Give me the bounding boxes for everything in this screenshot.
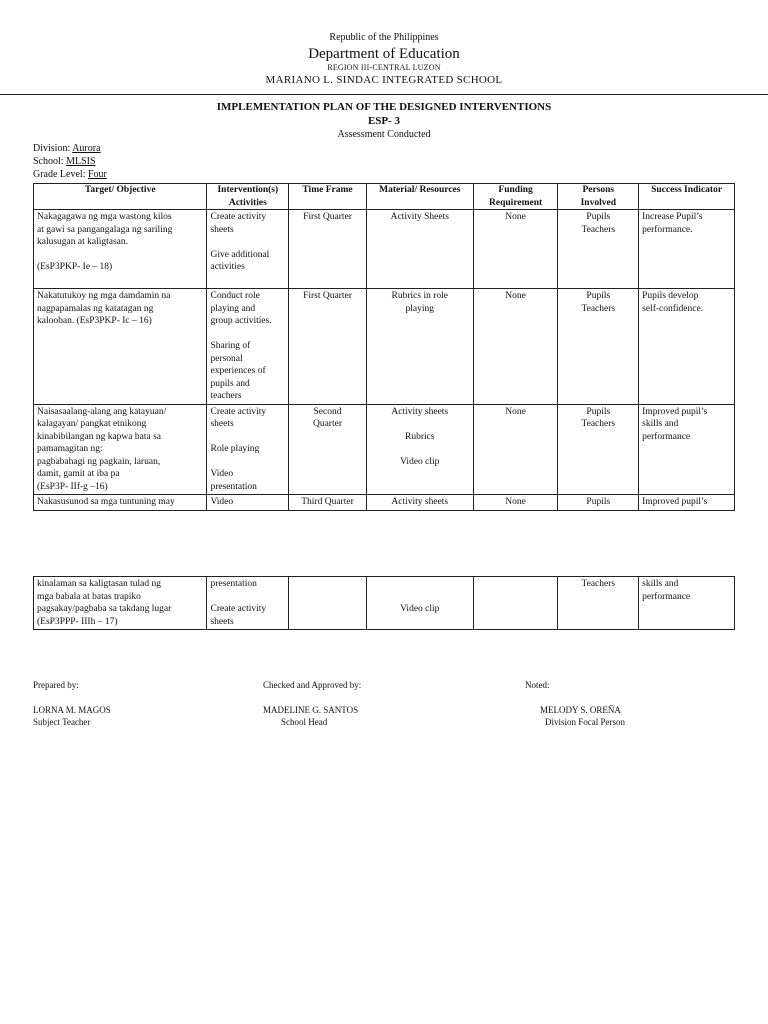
blank-line: [210, 236, 285, 249]
noted-by-name: MELODY S. OREÑA: [540, 705, 621, 715]
header-school: MARIANO L. SINDAC INTEGRATED SCHOOL: [265, 74, 503, 86]
blank-line: [370, 418, 470, 431]
cell-text-line: playing: [405, 303, 435, 314]
cell-text-line: Activity sheets: [391, 497, 449, 507]
cell-persons: [558, 404, 639, 495]
cell-text-line: Second: [313, 406, 342, 417]
approved-by-label: Checked and Approved by:: [263, 680, 362, 690]
cell-text-line: Teachers: [581, 303, 616, 314]
cell-time-frame: [289, 210, 367, 289]
cell-persons: [558, 495, 639, 511]
table-row: [34, 495, 735, 511]
cell-text-line: Nakatutukoy ng mga damdamin na: [37, 291, 171, 301]
cell-text-line: Funding: [498, 185, 533, 195]
cell-text-line: playing and: [210, 303, 256, 314]
cell-objective: [34, 577, 207, 630]
cell-success-indicator: [639, 577, 735, 630]
cell-text-line: (EsP3PKP- Ie – 18): [37, 262, 113, 272]
cell-text-line: Improved pupil’s: [642, 406, 708, 417]
blank-line: [370, 578, 470, 591]
cell-materials: [366, 210, 473, 289]
cell-text-line: nagpapamalas ng katatagan ng: [37, 303, 154, 314]
cell-text-line: kinalaman sa kaligtasan tulad ng: [37, 579, 161, 589]
prepared-by-name: LORNA M. MAGOS: [33, 705, 111, 715]
cell-text-line: kalusugan at kaligtasan.: [37, 237, 129, 247]
cell-text-line: Pupils: [586, 406, 611, 417]
intervention-plan-table: [33, 183, 735, 511]
approved-by-title: School Head: [281, 717, 328, 727]
blank-line: [370, 443, 470, 456]
cell-interventions: [207, 289, 289, 405]
cell-success-indicator: [639, 210, 735, 289]
cell-success-indicator: [639, 289, 735, 405]
cell-text-line: sheets: [210, 224, 234, 235]
cell-text-line: performance: [642, 431, 691, 442]
cell-text-line: Role playing: [210, 444, 260, 454]
cell-objective: [34, 495, 207, 511]
cell-text-line: First Quarter: [303, 212, 352, 222]
cell-persons: [558, 577, 639, 630]
cell-text-line: kalagayan/ pangkat etnikong: [37, 419, 147, 429]
school-field: [33, 157, 96, 167]
cell-text-line: None: [505, 212, 526, 222]
cell-text-line: at gawi sa pangangalaga ng sariling: [37, 224, 173, 235]
prepared-by-label: Prepared by:: [33, 680, 79, 690]
cell-text-line: presentation: [210, 579, 257, 589]
header-time-frame: [289, 184, 367, 210]
cell-text-line: Activity sheets: [391, 406, 449, 417]
cell-text-line: Increase Pupil’s: [642, 212, 703, 222]
cell-text-line: self-confidence.: [642, 303, 704, 314]
prepared-by-title: Subject Teacher: [33, 717, 91, 727]
cell-text-line: None: [505, 406, 526, 417]
cell-materials: [366, 404, 473, 495]
cell-text-line: Conduct role: [210, 291, 260, 301]
cell-text-line: Give additional: [210, 249, 270, 260]
cell-time-frame: [289, 577, 367, 630]
cell-text-line: Create activity: [210, 406, 267, 417]
grade-level-label: Grade Level:: [33, 169, 88, 180]
cell-text-line: group activities.: [210, 316, 272, 326]
document-subject: ESP- 3: [367, 115, 401, 127]
header-materials: [366, 184, 473, 210]
cell-text-line: Teachers: [581, 224, 616, 235]
cell-text-line: kinabibilangan ng kapwa bata sa: [37, 431, 161, 442]
cell-text-line: Sharing of: [210, 341, 251, 351]
cell-text-line: pamamagitan ng:: [37, 444, 103, 454]
header-divider: [0, 94, 768, 95]
cell-text-line: Video clip: [400, 604, 440, 614]
division-label: Division:: [33, 143, 73, 154]
cell-persons: [558, 210, 639, 289]
cell-success-indicator: [639, 404, 735, 495]
cell-funding: [473, 577, 558, 630]
header-republic: Republic of the Philippines: [329, 32, 439, 43]
cell-text-line: (EsP3P- IIf-g –16): [37, 481, 108, 492]
cell-text-line: Nakasusunod sa mga tuntuning may: [37, 497, 175, 507]
cell-objective: [34, 210, 207, 289]
header-interventions: [207, 184, 289, 210]
blank-line: [477, 578, 555, 591]
cell-text-line: kalooban. (EsP3PKP- Ic – 16): [37, 316, 152, 326]
header-persons: [558, 184, 639, 210]
cell-text-line: Video clip: [400, 456, 440, 467]
cell-text-line: presentation: [210, 481, 257, 492]
header-success-indicator: [639, 184, 735, 210]
blank-line: [210, 431, 285, 444]
document-title: IMPLEMENTATION PLAN OF THE DESIGNED INTERVENTIONS: [216, 101, 552, 113]
noted-by-title: Division Focal Person: [545, 717, 625, 727]
cell-text-line: Pupils: [586, 291, 611, 301]
cell-text-line: Pupils: [586, 212, 611, 222]
cell-materials: [366, 577, 473, 630]
cell-text-line: Video: [210, 469, 234, 479]
school-label: School:: [33, 156, 67, 167]
table-row: [34, 210, 735, 289]
division-value: Aurora: [72, 143, 101, 154]
cell-text-line: Target/ Objective: [84, 185, 156, 195]
table-row: [34, 404, 735, 495]
cell-text-line: None: [505, 497, 526, 507]
cell-persons: [558, 289, 639, 405]
blank-line: [210, 328, 285, 341]
cell-text-line: Activity Sheets: [390, 212, 449, 222]
table-row: [34, 577, 735, 630]
noted-by-label: Noted:: [525, 680, 550, 690]
cell-text-line: damit, gamit at iba pa: [37, 469, 120, 479]
cell-text-line: Pupils develop: [642, 291, 699, 301]
cell-interventions: [207, 577, 289, 630]
cell-time-frame: [289, 404, 367, 495]
cell-text-line: Persons: [582, 185, 615, 195]
cell-text-line: Requirement: [489, 197, 543, 208]
cell-funding: [473, 289, 558, 405]
cell-text-line: pagbabahagi ng pagkain, laruan,: [37, 456, 161, 467]
table-header-row: [34, 184, 735, 210]
cell-text-line: Involved: [580, 197, 616, 208]
cell-text-line: Material/ Resources: [379, 185, 461, 195]
cell-interventions: [207, 210, 289, 289]
school-value: MLSIS: [66, 156, 96, 167]
header-region: REGION III-CENTRAL LUZON: [327, 63, 441, 72]
blank-line: [210, 456, 285, 469]
cell-text-line: Quarter: [312, 419, 342, 429]
cell-text-line: Teachers: [581, 579, 616, 589]
cell-text-line: Teachers: [581, 419, 616, 429]
cell-text-line: sheets: [210, 616, 234, 627]
cell-text-line: None: [505, 291, 526, 301]
cell-interventions: [207, 495, 289, 511]
header-department: Department of Education: [308, 46, 460, 62]
division-field: [33, 144, 101, 154]
cell-text-line: (EsP3PPP- IIIh – 17): [37, 616, 118, 627]
cell-text-line: Nakagagawa ng mga wastong kilos: [37, 212, 172, 222]
cell-text-line: Third Quarter: [301, 497, 354, 507]
document-subtitle: Assessment Conducted: [337, 129, 431, 140]
cell-text-line: Intervention(s): [217, 185, 279, 195]
cell-text-line: teachers: [210, 391, 242, 401]
header-funding: [473, 184, 558, 210]
cell-text-line: experiences of: [210, 366, 266, 376]
cell-text-line: performance.: [642, 224, 693, 235]
approved-by-name: MADELINE G. SANTOS: [263, 705, 359, 715]
cell-text-line: Improved pupil’s: [642, 497, 708, 507]
cell-interventions: [207, 404, 289, 495]
cell-text-line: pagsakay/pagbaba sa takdang lugar: [37, 604, 172, 614]
cell-text-line: Create activity: [210, 212, 267, 222]
grade-level-field: [33, 170, 107, 180]
cell-text-line: skills and: [642, 579, 679, 589]
intervention-plan-table-continued: [33, 576, 735, 630]
cell-text-line: Time Frame: [302, 185, 353, 195]
cell-text-line: Rubrics in role: [391, 291, 449, 301]
cell-text-line: Pupils: [586, 497, 611, 507]
cell-text-line: personal: [210, 353, 243, 364]
cell-objective: [34, 404, 207, 495]
cell-text-line: pupils and: [210, 378, 250, 389]
cell-text-line: Rubrics: [405, 431, 435, 442]
blank-line: [37, 249, 203, 262]
cell-text-line: Success Indicator: [651, 185, 723, 195]
cell-funding: [473, 210, 558, 289]
cell-funding: [473, 495, 558, 511]
blank-line: [292, 578, 363, 591]
blank-line: [370, 591, 470, 604]
cell-text-line: performance: [642, 591, 691, 602]
cell-text-line: Video: [210, 497, 234, 507]
cell-success-indicator: [639, 495, 735, 511]
cell-text-line: Create activity: [210, 604, 267, 614]
grade-level-value: Four: [87, 169, 107, 180]
cell-text-line: First Quarter: [303, 291, 352, 301]
blank-line: [210, 591, 285, 604]
cell-text-line: Naisasaalang-alang ang katayuan/: [37, 406, 167, 417]
cell-text-line: activities: [210, 262, 245, 272]
table-row: [34, 289, 735, 405]
cell-time-frame: [289, 289, 367, 405]
cell-funding: [473, 404, 558, 495]
cell-text-line: skills and: [642, 419, 679, 429]
cell-text-line: mga babala at batas trapiko: [37, 591, 141, 602]
cell-text-line: sheets: [210, 419, 234, 429]
cell-materials: [366, 289, 473, 405]
cell-text-line: Activities: [228, 197, 267, 208]
cell-objective: [34, 289, 207, 405]
cell-materials: [366, 495, 473, 511]
header-target-objective: [34, 184, 207, 210]
cell-time-frame: [289, 495, 367, 511]
